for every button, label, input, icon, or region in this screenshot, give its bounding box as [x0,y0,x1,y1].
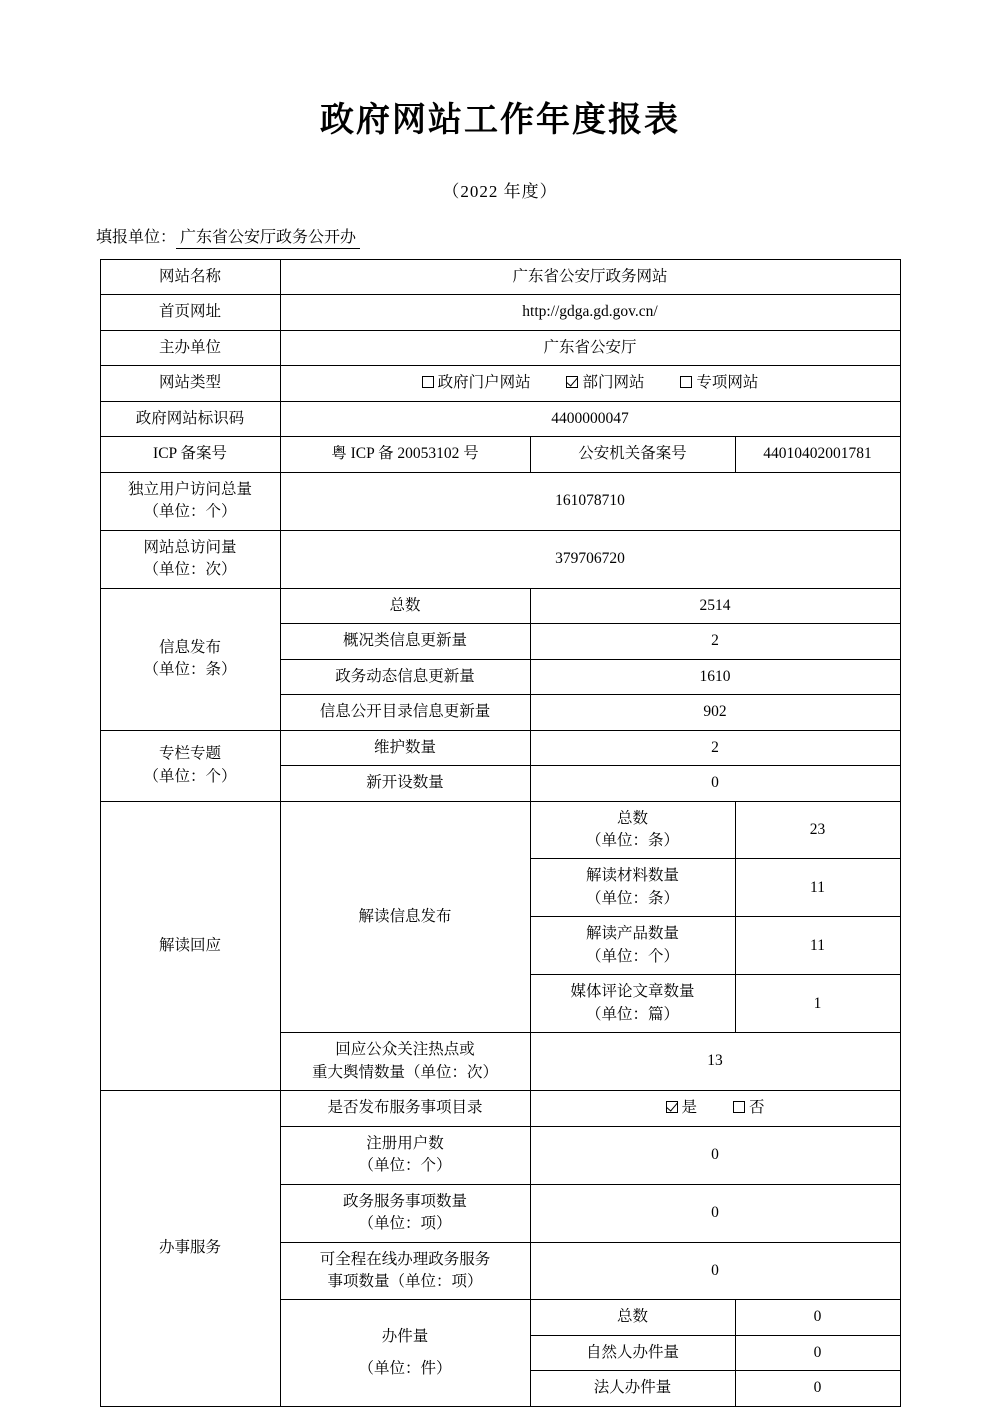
column-topic-item-value: 2 [530,730,900,765]
table-row [100,588,900,623]
interpretation-item-name-line2: （单位：条） [585,889,679,907]
unique-users-value: 161078710 [280,472,900,530]
interpretation-item-name [530,801,735,859]
table-row [100,530,900,588]
interpretation-item-value: 23 [735,801,900,859]
site-type-option-special[interactable] [680,372,758,394]
interpretation-item-name-line1: 媒体评论文章数量 [570,983,695,1001]
handled-item-value: 0 [735,1300,900,1335]
interpretation-item-name [530,975,735,1033]
service-item-value: 0 [530,1126,900,1184]
police-record-value: 44010402001781 [735,437,900,472]
response-hotspot-label-line1: 回应公众关注热点或 [335,1041,475,1059]
page-subtitle: （2022 年度） [442,182,558,201]
info-publish-label-line1: 信息发布 [158,638,221,656]
service-item-name [280,1242,530,1300]
info-publish-item-name: 政务动态信息更新量 [280,659,530,694]
service-directory-options [530,1091,900,1126]
service-item-name [280,1184,530,1242]
service-directory-label: 是否发布服务事项目录 [280,1091,530,1126]
info-publish-label-line2: （单位：条） [143,661,237,679]
table-row [100,801,900,859]
column-topic-label-line1: 专栏专题 [158,745,221,763]
site-name-label: 网站名称 [100,260,280,295]
handled-count-label [280,1300,530,1406]
column-topic-item-name: 新开设数量 [280,766,530,801]
handled-item-value: 0 [735,1371,900,1406]
response-hotspot-label [280,1033,530,1091]
icp-value: 粤 ICP 备 20053102 号 [280,437,530,472]
interpretation-publish-label: 解读信息发布 [280,801,530,1033]
handled-item-name: 总数 [530,1300,735,1335]
table-row [100,366,900,401]
info-publish-item-value: 2514 [530,588,900,623]
gov-code-value: 4400000047 [280,401,900,436]
service-item-name-line2: 事项数量（单位：项） [327,1273,483,1290]
table-row [100,730,900,765]
interpretation-item-name-line2: （单位：篇） [585,1005,679,1023]
site-type-option-label: 政府门户网站 [437,374,531,392]
total-visits-label-line2: （单位：次） [143,561,237,579]
service-label: 办事服务 [100,1091,280,1407]
table-row [100,330,900,365]
service-item-name-line2: （单位：项） [358,1215,452,1233]
table-row [100,295,900,330]
column-topic-label [100,730,280,801]
service-item-name-line1: 可全程在线办理政务服务 [319,1250,491,1268]
interpretation-item-name-line1: 总数 [616,809,648,827]
service-item-name-line1: 注册用户数 [366,1134,444,1152]
handled-count-label-line2: （单位：件） [358,1360,452,1378]
site-type-options [280,366,900,401]
table-row [100,472,900,530]
total-visits-label-line1: 网站总访问量 [143,538,237,556]
checkbox-checked-icon[interactable] [566,376,578,388]
info-publish-item-value: 902 [530,695,900,730]
report-table [100,259,901,1407]
homepage-value: http://gdga.gd.gov.cn/ [280,295,900,330]
handled-item-value: 0 [735,1335,900,1370]
unique-users-label-line2: （单位：个） [143,503,237,521]
service-item-name-line2: （单位：个） [358,1157,452,1175]
icp-label: ICP 备案号 [100,437,280,472]
gov-code-label: 政府网站标识码 [100,401,280,436]
info-publish-item-name: 总数 [280,588,530,623]
column-topic-label-line2: （单位：个） [143,767,237,785]
site-type-label: 网站类型 [100,366,280,401]
table-row [100,401,900,436]
service-item-value: 0 [530,1242,900,1300]
total-visits-value: 379706720 [280,530,900,588]
service-directory-option-yes[interactable] [666,1097,698,1119]
checkbox-icon[interactable] [733,1101,745,1113]
interpretation-item-value: 11 [735,917,900,975]
site-type-option-department[interactable] [566,372,644,394]
host-value: 广东省公安厅 [280,330,900,365]
checkbox-checked-icon[interactable] [666,1101,678,1113]
interpretation-item-name [530,917,735,975]
unique-users-label-line1: 独立用户访问总量 [127,480,252,498]
handled-item-name: 法人办件量 [530,1371,735,1406]
site-type-option-label: 专项网站 [696,374,759,392]
filler-unit-line [0,224,1000,249]
police-record-label: 公安机关备案号 [530,437,735,472]
homepage-label: 首页网址 [100,295,280,330]
interpretation-item-value: 11 [735,859,900,917]
service-item-value: 0 [530,1184,900,1242]
info-publish-label [100,588,280,730]
interpretation-item-value: 1 [735,975,900,1033]
info-publish-item-value: 2 [530,624,900,659]
service-directory-option-label: 否 [748,1099,765,1117]
filler-unit-label: 填报单位： [96,229,177,246]
response-hotspot-value: 13 [530,1033,900,1091]
handled-count-label-line1: 办件量 [381,1327,429,1345]
service-item-name [280,1126,530,1184]
interpretation-item-name [530,859,735,917]
total-visits-label [100,530,280,588]
service-directory-option-label: 是 [681,1099,698,1117]
interpretation-item-name-line1: 解读材料数量 [585,867,679,885]
site-type-option-label: 部门网站 [582,374,645,392]
page-title: 政府网站工作年度报表 [320,101,680,139]
checkbox-icon[interactable] [422,376,434,388]
info-publish-item-value: 1610 [530,659,900,694]
table-row [100,1091,900,1126]
handled-item-name: 自然人办件量 [530,1335,735,1370]
host-label: 主办单位 [100,330,280,365]
site-type-option-portal[interactable] [422,372,531,394]
checkbox-icon[interactable] [680,376,692,388]
interpretation-item-name-line2: （单位：个） [585,947,679,965]
interpretation-item-name-line2: （单位：条） [585,831,679,849]
site-name-value: 广东省公安厅政务网站 [280,260,900,295]
service-item-name-line1: 政务服务事项数量 [342,1192,467,1210]
response-hotspot-label-line2: 重大舆情数量（单位：次） [311,1063,498,1081]
table-row [100,437,900,472]
unique-users-label [100,472,280,530]
filler-unit-value: 广东省公安厅政务公开办 [176,224,360,249]
interpretation-item-name-line1: 解读产品数量 [585,925,679,943]
info-publish-item-name: 信息公开目录信息更新量 [280,695,530,730]
service-directory-option-no[interactable] [733,1097,765,1119]
info-publish-item-name: 概况类信息更新量 [280,624,530,659]
column-topic-item-value: 0 [530,766,900,801]
table-row [100,260,900,295]
column-topic-item-name: 维护数量 [280,730,530,765]
interpretation-label: 解读回应 [100,801,280,1091]
